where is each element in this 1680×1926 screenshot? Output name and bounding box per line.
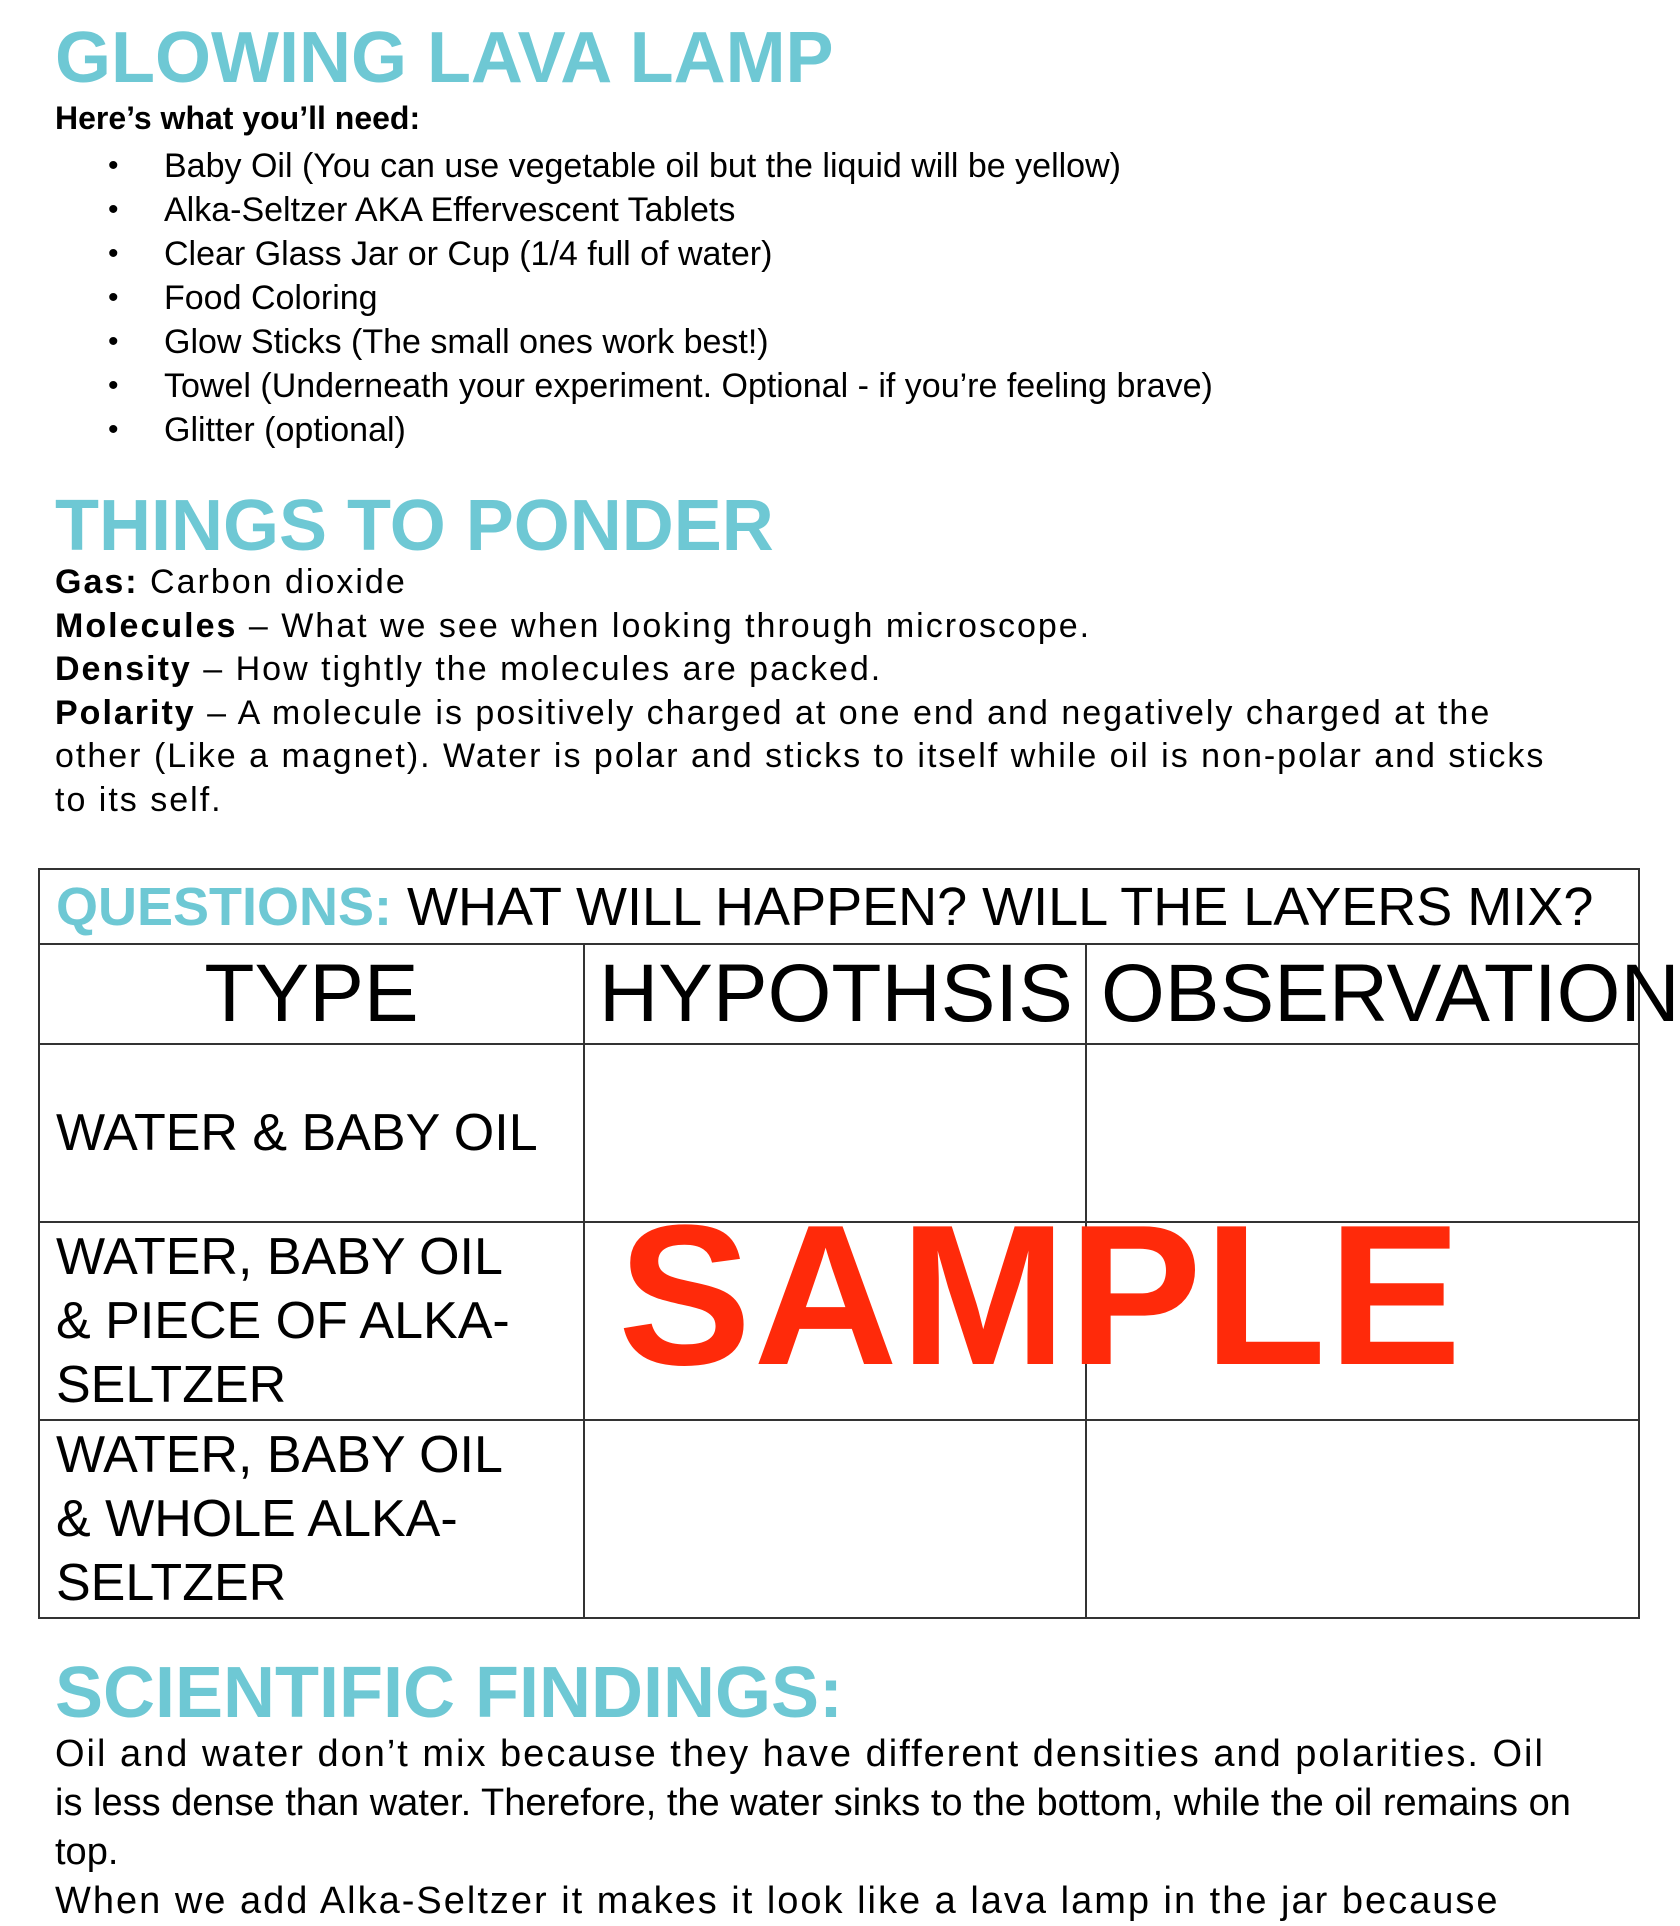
- term-key: Polarity: [55, 693, 196, 732]
- bullet-icon: •: [108, 325, 119, 358]
- supply-text: Clear Glass Jar or Cup (1/4 full of water): [164, 235, 773, 273]
- type-cell: [39, 1044, 584, 1222]
- hypothesis-cell: [584, 1420, 1086, 1618]
- findings-line: top.: [55, 1831, 119, 1873]
- supply-text: Towel (Underneath your experiment. Optional - if you’re feeling brave): [164, 367, 1213, 405]
- term-key: Gas:: [55, 563, 139, 601]
- term-polarity-continued: to its self.: [55, 780, 223, 819]
- ponder-heading: THINGS TO PONDER: [55, 486, 774, 566]
- term-definition: – How tightly the molecules are packed.: [191, 650, 883, 688]
- questions-cell: [39, 869, 1639, 944]
- bullet-icon: •: [108, 149, 119, 182]
- term-molecules: [55, 605, 1615, 649]
- terms-section: [55, 561, 1615, 822]
- observation-cell: [1086, 1420, 1639, 1618]
- supply-text: Glow Sticks (The small ones work best!): [164, 323, 769, 361]
- bullet-icon: •: [108, 237, 119, 270]
- type-label-line: SELTZER: [56, 1554, 287, 1612]
- findings-line: When we add Alka-Seltzer it makes it look like a lava lamp in the jar because: [55, 1880, 1500, 1922]
- supply-text: Alka-Seltzer AKA Effervescent Tablets: [164, 191, 736, 229]
- type-label-line: WATER, BABY OIL: [56, 1228, 503, 1286]
- supplies-label: Here’s what you’ll need:: [55, 100, 421, 136]
- type-label-line: & WHOLE ALKA-: [56, 1490, 458, 1548]
- sample-watermark: SAMPLE: [618, 1184, 1464, 1407]
- findings-text: [55, 1730, 1615, 1926]
- type-label-line: SELTZER: [56, 1356, 287, 1414]
- type-cell: [39, 1222, 584, 1420]
- column-header-type: TYPE: [39, 944, 584, 1044]
- questions-label: QUESTIONS:: [56, 876, 393, 937]
- bullet-icon: •: [108, 413, 119, 446]
- findings-line: Oil and water don’t mix because they have different densities and polarities. Oil: [55, 1733, 1545, 1775]
- term-definition: Carbon dioxide: [138, 563, 407, 601]
- supply-text: Baby Oil (You can use vegetable oil but the liquid will be yellow): [164, 147, 1121, 185]
- bullet-icon: •: [108, 369, 119, 402]
- column-header-hypothesis: HYPOTHSIS: [584, 944, 1086, 1044]
- type-cell: [39, 1420, 584, 1618]
- term-gas: [55, 561, 1615, 605]
- bullet-icon: •: [108, 193, 119, 226]
- term-definition: – What we see when looking through microscope.: [237, 606, 1092, 645]
- type-label-line: WATER, BABY OIL: [56, 1426, 503, 1484]
- term-key: Density: [55, 650, 192, 688]
- findings-line: is less dense than water. Therefore, the water sinks to the bottom, while the oil remains on: [55, 1782, 1571, 1824]
- supply-text: Food Coloring: [164, 279, 378, 317]
- findings-heading: SCIENTIFIC FINDINGS:: [55, 1653, 843, 1733]
- bullet-icon: •: [108, 281, 119, 314]
- supply-text: Glitter (optional): [164, 411, 406, 449]
- table-row: [39, 1420, 1639, 1618]
- type-label: WATER & BABY OIL: [56, 1104, 538, 1162]
- term-polarity: [55, 692, 1615, 736]
- questions-text: WHAT WILL HAPPEN? WILL THE LAYERS MIX?: [392, 876, 1594, 937]
- term-definition: – A molecule is positively charged at one end and negatively charged at the: [195, 693, 1492, 732]
- page-title: GLOWING LAVA LAMP: [55, 18, 834, 98]
- type-label-line: & PIECE OF ALKA-: [56, 1292, 510, 1350]
- term-density: [55, 648, 1615, 692]
- questions-row: [39, 869, 1639, 944]
- term-polarity-continued: other (Like a magnet). Water is polar and sticks to itself while oil is non-polar and sticks: [55, 737, 1546, 775]
- term-key: Molecules: [55, 606, 238, 645]
- table-header-row: [39, 944, 1639, 1044]
- column-header-observation: OBSERVATION: [1086, 944, 1639, 1044]
